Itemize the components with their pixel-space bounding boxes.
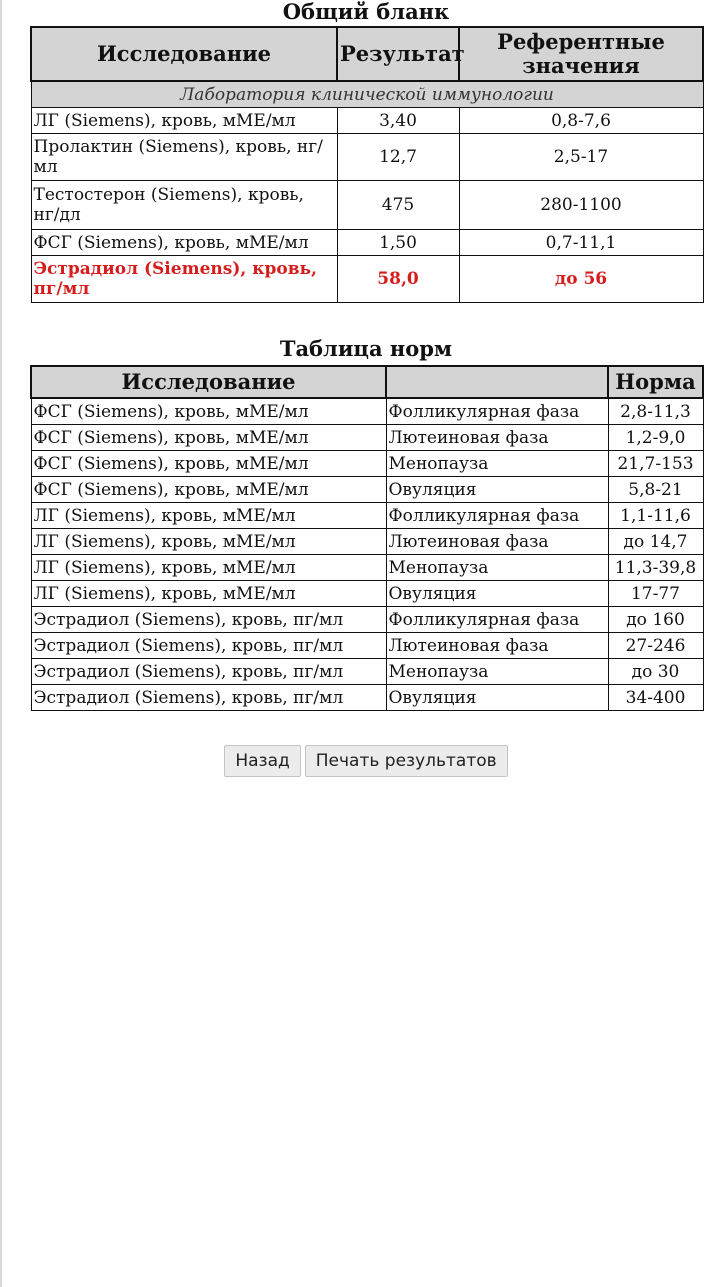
norm-value: 11,3-39,8 [608, 555, 703, 581]
test-result: 12,7 [337, 134, 459, 181]
action-buttons [0, 745, 720, 777]
norm-test: Эстрадиол (Siemens), кровь, пг/мл [31, 659, 386, 685]
test-result: 3,40 [337, 108, 459, 134]
norms-header-phase [386, 366, 608, 398]
table-row [31, 607, 703, 633]
test-result: 1,50 [337, 230, 459, 256]
norm-value: до 14,7 [608, 529, 703, 555]
norm-phase: Менопауза [386, 659, 608, 685]
norm-phase: Лютеиновая фаза [386, 425, 608, 451]
norm-phase: Фолликулярная фаза [386, 398, 608, 425]
test-name: Эстрадиол (Siemens), кровь, пг/мл [31, 256, 337, 303]
table-row-highlighted [31, 256, 703, 303]
norm-test: ФСГ (Siemens), кровь, мМЕ/мл [31, 398, 386, 425]
norm-value: 34-400 [608, 685, 703, 711]
norm-value: 5,8-21 [608, 477, 703, 503]
norm-value: до 160 [608, 607, 703, 633]
norm-phase: Овуляция [386, 685, 608, 711]
norm-test: ЛГ (Siemens), кровь, мМЕ/мл [31, 529, 386, 555]
norm-value: 17-77 [608, 581, 703, 607]
table-row [31, 398, 703, 425]
test-reference: 2,5-17 [459, 134, 703, 181]
test-name: ЛГ (Siemens), кровь, мМЕ/мл [31, 108, 337, 134]
left-edge-divider [0, 0, 2, 1287]
norm-test: ЛГ (Siemens), кровь, мМЕ/мл [31, 503, 386, 529]
norm-test: ФСГ (Siemens), кровь, мМЕ/мл [31, 451, 386, 477]
table-row [31, 685, 703, 711]
table-row [31, 181, 703, 230]
norm-test: Эстрадиол (Siemens), кровь, пг/мл [31, 633, 386, 659]
table-row [31, 529, 703, 555]
norm-test: ЛГ (Siemens), кровь, мМЕ/мл [31, 581, 386, 607]
table-row [31, 425, 703, 451]
norm-phase: Лютеиновая фаза [386, 529, 608, 555]
norm-phase: Овуляция [386, 581, 608, 607]
header-reference: Референтные значения [459, 27, 703, 81]
norm-value: 2,8-11,3 [608, 398, 703, 425]
table-row [31, 134, 703, 181]
norms-table [30, 365, 704, 711]
table-row [31, 108, 703, 134]
test-name: ФСГ (Siemens), кровь, мМЕ/мл [31, 230, 337, 256]
header-test: Исследование [31, 27, 337, 81]
test-reference: 0,7-11,1 [459, 230, 703, 256]
test-reference: 0,8-7,6 [459, 108, 703, 134]
norms-table-title: Таблица норм [279, 336, 453, 361]
test-name: Тестостерон (Siemens), кровь, нг/дл [31, 181, 337, 230]
general-form-table [30, 26, 704, 303]
test-reference: до 56 [459, 256, 703, 303]
norms-header-test: Исследование [31, 366, 386, 398]
table-row [31, 555, 703, 581]
norm-phase: Овуляция [386, 477, 608, 503]
test-result: 58,0 [337, 256, 459, 303]
print-results-button[interactable]: Печать результатов [305, 745, 508, 777]
test-result: 475 [337, 181, 459, 230]
norm-value: 21,7-153 [608, 451, 703, 477]
norm-value: 1,1-11,6 [608, 503, 703, 529]
test-name: Пролактин (Siemens), кровь, нг/мл [31, 134, 337, 181]
header-result: Результат [337, 27, 459, 81]
section-label: Лаборатория клинической иммунологии [31, 81, 703, 108]
norm-value: 27-246 [608, 633, 703, 659]
table-row [31, 581, 703, 607]
norm-test: Эстрадиол (Siemens), кровь, пг/мл [31, 607, 386, 633]
table-row [31, 477, 703, 503]
table-row [31, 230, 703, 256]
general-form-header-row [31, 27, 703, 81]
norm-phase: Менопауза [386, 555, 608, 581]
table-row [31, 659, 703, 685]
norm-value: до 30 [608, 659, 703, 685]
norm-phase: Фолликулярная фаза [386, 607, 608, 633]
section-row [31, 81, 703, 108]
norm-value: 1,2-9,0 [608, 425, 703, 451]
norm-test: ЛГ (Siemens), кровь, мМЕ/мл [31, 555, 386, 581]
back-button[interactable]: Назад [224, 745, 300, 777]
norm-phase: Фолликулярная фаза [386, 503, 608, 529]
norms-header-norm: Норма [608, 366, 703, 398]
norms-header-row [31, 366, 703, 398]
norm-test: ФСГ (Siemens), кровь, мМЕ/мл [31, 425, 386, 451]
norm-phase: Лютеиновая фаза [386, 633, 608, 659]
table-row [31, 633, 703, 659]
norm-test: Эстрадиол (Siemens), кровь, пг/мл [31, 685, 386, 711]
table-row [31, 503, 703, 529]
norm-test: ФСГ (Siemens), кровь, мМЕ/мл [31, 477, 386, 503]
norm-phase: Менопауза [386, 451, 608, 477]
test-reference: 280-1100 [459, 181, 703, 230]
table-row [31, 451, 703, 477]
general-form-title: Общий бланк [282, 0, 450, 24]
